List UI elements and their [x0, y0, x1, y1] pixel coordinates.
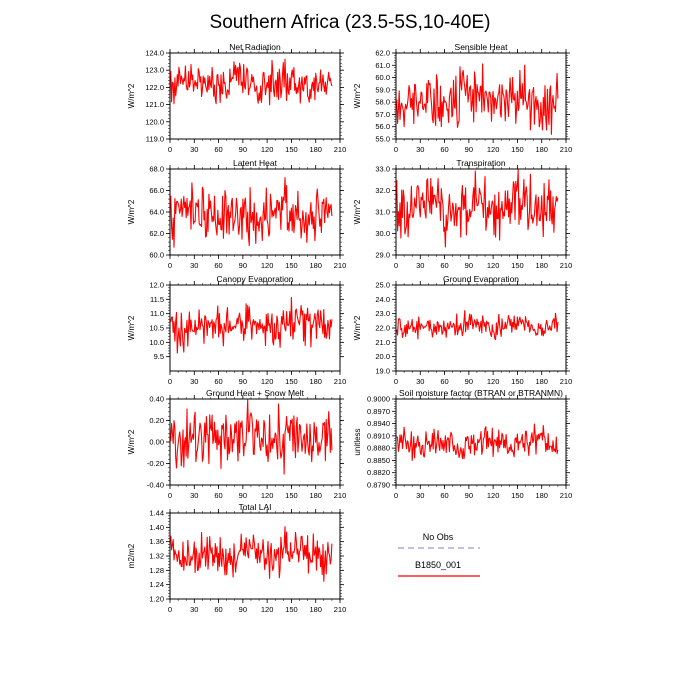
- x-tick-label: 30: [190, 377, 199, 386]
- y-tick-label: 64.0: [149, 207, 164, 217]
- legend-label: B1850_001: [414, 560, 462, 570]
- y-axis-label: W/m^2: [353, 315, 362, 341]
- x-tick-label: 90: [238, 491, 248, 500]
- y-tick-label: 121.0: [145, 100, 164, 110]
- y-tick-label: 33.0: [375, 164, 390, 174]
- series-line-B1850_001: [171, 527, 332, 582]
- y-tick-label: 56.0: [375, 122, 390, 132]
- x-tick-label: 30: [416, 377, 425, 386]
- y-axis-label: W/m^2: [353, 83, 362, 109]
- x-tick-label: 60: [214, 145, 223, 154]
- x-tick-label: 30: [416, 261, 425, 270]
- y-tick-label: 20.0: [375, 352, 390, 362]
- x-tick-label: 60: [440, 261, 449, 270]
- y-tick-label: 1.36: [149, 537, 164, 547]
- y-tick-label: 19.0: [375, 366, 390, 376]
- panel-6: [127, 388, 346, 500]
- legend-label: No Obs: [422, 532, 454, 542]
- x-tick-label: 90: [238, 261, 248, 270]
- panel-4: [127, 274, 346, 386]
- x-tick-label: 210: [333, 377, 347, 386]
- y-tick-label: 10.0: [149, 337, 164, 347]
- x-tick-label: 120: [486, 145, 500, 154]
- y-tick-label: -0.20: [146, 459, 164, 468]
- y-tick-label: 58.0: [375, 97, 390, 107]
- y-tick-label: 21.0: [375, 337, 390, 347]
- y-tick-label: 25.0: [375, 280, 390, 290]
- x-tick-label: 180: [309, 377, 322, 386]
- y-axis-label: W/m^2: [127, 83, 136, 109]
- x-tick-label: 150: [285, 261, 298, 270]
- y-tick-label: 0.8970: [367, 406, 390, 416]
- x-tick-label: 60: [440, 377, 449, 386]
- x-tick-label: 60: [214, 491, 223, 500]
- panel-title: Ground Heat + Snow Melt: [205, 388, 305, 398]
- y-tick-label: 66.0: [149, 186, 164, 195]
- x-tick-label: 90: [464, 145, 474, 154]
- series-line-B1850_001: [397, 170, 558, 247]
- y-tick-label: 31.0: [375, 207, 390, 217]
- y-tick-label: 30.0: [375, 229, 390, 238]
- legend: [398, 532, 480, 576]
- y-tick-label: 11.5: [149, 294, 164, 304]
- panels-container: [127, 42, 572, 614]
- y-tick-label: -0.40: [146, 480, 164, 490]
- x-tick-label: 120: [486, 377, 500, 386]
- x-tick-label: 120: [260, 605, 274, 614]
- y-axis-label: unitless: [353, 428, 362, 456]
- x-tick-label: 210: [333, 491, 347, 500]
- y-tick-label: 1.44: [149, 508, 164, 518]
- panel-8: [127, 502, 346, 614]
- x-tick-label: 150: [511, 377, 524, 386]
- x-tick-label: 150: [511, 145, 524, 154]
- y-tick-label: 123.0: [145, 65, 164, 75]
- y-axis-label: W/m^2: [127, 315, 136, 341]
- panel-title: Total LAI: [238, 502, 272, 512]
- x-tick-label: 30: [190, 145, 199, 154]
- x-tick-label: 60: [214, 261, 223, 270]
- x-tick-label: 180: [535, 145, 548, 154]
- x-tick-label: 180: [535, 261, 548, 270]
- x-tick-label: 30: [190, 261, 199, 270]
- series-line-B1850_001: [171, 298, 332, 354]
- x-tick-label: 0: [393, 491, 399, 500]
- series-line-B1850_001: [171, 59, 332, 105]
- panel-0: [127, 42, 346, 154]
- x-tick-label: 150: [511, 491, 524, 500]
- x-tick-label: 120: [260, 491, 274, 500]
- y-tick-label: 0.00: [149, 437, 164, 447]
- x-tick-label: 120: [260, 261, 274, 270]
- x-tick-label: 90: [464, 491, 474, 500]
- y-axis-label: W/m^2: [353, 199, 362, 225]
- panel-2: [127, 158, 346, 270]
- x-tick-label: 150: [285, 605, 298, 614]
- figure-title: Southern Africa (23.5-5S,10-40E): [209, 12, 491, 33]
- panel-5: [353, 274, 572, 386]
- x-tick-label: 30: [190, 605, 199, 614]
- x-tick-label: 0: [167, 605, 173, 614]
- y-tick-label: 10.5: [149, 323, 164, 333]
- y-tick-label: 62.0: [375, 48, 390, 58]
- y-tick-label: 1.40: [149, 522, 164, 532]
- x-tick-label: 90: [464, 377, 474, 386]
- x-tick-label: 150: [285, 145, 298, 154]
- x-tick-label: 0: [167, 261, 173, 270]
- panel-title: Soil moisture factor (BTRAN or BTRANMN): [399, 388, 563, 398]
- y-tick-label: 24.0: [375, 294, 390, 304]
- y-axis-label: W/m^2: [127, 199, 136, 225]
- x-tick-label: 180: [309, 145, 322, 154]
- x-tick-label: 30: [416, 145, 425, 154]
- x-tick-label: 0: [393, 377, 399, 386]
- x-tick-label: 210: [333, 605, 347, 614]
- y-tick-label: 0.9000: [367, 394, 390, 404]
- panel-title: Latent Heat: [233, 158, 277, 168]
- y-tick-label: 0.40: [149, 394, 164, 404]
- x-tick-label: 210: [559, 145, 573, 154]
- y-tick-label: 23.0: [375, 309, 390, 319]
- y-tick-label: 32.0: [375, 186, 390, 195]
- y-axis-label: W/m^2: [127, 429, 136, 455]
- panel-title: Sensible Heat: [454, 42, 508, 52]
- y-tick-label: 59.0: [375, 85, 390, 95]
- x-tick-label: 120: [486, 491, 500, 500]
- x-tick-label: 0: [167, 377, 173, 386]
- y-axis-label: m2/m2: [127, 543, 136, 569]
- x-tick-label: 120: [486, 261, 500, 270]
- panel-title: Ground Evaporation: [442, 274, 520, 284]
- x-tick-label: 0: [393, 261, 399, 270]
- y-tick-label: 120.0: [145, 117, 164, 127]
- series-line-B1850_001: [397, 311, 558, 340]
- x-tick-label: 210: [559, 377, 573, 386]
- x-tick-label: 180: [309, 605, 322, 614]
- panel-3: [353, 158, 572, 270]
- y-tick-label: 1.20: [149, 594, 164, 604]
- panel-1: [353, 42, 572, 154]
- y-tick-label: 60.0: [149, 250, 164, 260]
- y-tick-label: 119.0: [145, 134, 164, 144]
- y-tick-label: 12.0: [149, 280, 164, 290]
- x-tick-label: 90: [238, 377, 248, 386]
- x-tick-label: 120: [260, 145, 274, 154]
- series-line-B1850_001: [397, 64, 558, 134]
- y-tick-label: 68.0: [149, 164, 164, 174]
- x-tick-label: 150: [285, 377, 298, 386]
- y-tick-label: 0.8850: [367, 455, 390, 465]
- panel-title: Net Radiation: [229, 42, 281, 52]
- y-tick-label: 0.8880: [367, 443, 390, 453]
- x-tick-label: 150: [285, 491, 298, 500]
- y-tick-label: 0.8940: [367, 419, 390, 429]
- series-line-B1850_001: [397, 424, 558, 460]
- x-tick-label: 0: [167, 491, 173, 500]
- series-line-B1850_001: [171, 400, 332, 474]
- y-tick-label: 62.0: [149, 229, 164, 238]
- y-tick-label: 55.0: [375, 134, 390, 144]
- x-tick-label: 180: [309, 261, 322, 270]
- x-tick-label: 60: [440, 491, 449, 500]
- y-tick-label: 1.32: [149, 551, 164, 561]
- x-tick-label: 210: [333, 145, 347, 154]
- x-tick-label: 210: [333, 261, 347, 270]
- x-tick-label: 30: [190, 491, 199, 500]
- y-tick-label: 122.0: [145, 82, 164, 92]
- y-tick-label: 0.8910: [367, 431, 390, 441]
- x-tick-label: 60: [214, 605, 223, 614]
- y-tick-label: 9.5: [153, 352, 164, 362]
- x-tick-label: 60: [440, 145, 449, 154]
- y-tick-label: 22.0: [375, 323, 390, 333]
- x-tick-label: 210: [559, 261, 573, 270]
- x-tick-label: 150: [511, 261, 524, 270]
- x-tick-label: 120: [260, 377, 274, 386]
- y-tick-label: 57.0: [375, 109, 390, 119]
- y-tick-label: 61.0: [375, 60, 390, 70]
- x-tick-label: 0: [167, 145, 173, 154]
- x-tick-label: 90: [464, 261, 474, 270]
- y-tick-label: 0.8790: [367, 480, 390, 490]
- panel-title: Transpiration: [456, 158, 506, 168]
- x-tick-label: 30: [416, 491, 425, 500]
- y-tick-label: 0.20: [149, 416, 164, 425]
- series-line-B1850_001: [171, 178, 332, 248]
- x-tick-label: 180: [309, 491, 322, 500]
- x-tick-label: 60: [214, 377, 223, 386]
- y-tick-label: 1.28: [149, 565, 164, 575]
- x-tick-label: 90: [238, 145, 248, 154]
- y-tick-label: 0.8820: [367, 468, 390, 478]
- panel-title: Canopy Evaporation: [216, 274, 294, 284]
- x-tick-label: 180: [535, 377, 548, 386]
- x-tick-label: 210: [559, 491, 573, 500]
- x-tick-label: 0: [393, 145, 399, 154]
- x-tick-label: 90: [238, 605, 248, 614]
- y-tick-label: 1.24: [149, 580, 164, 590]
- y-tick-label: 29.0: [375, 250, 390, 260]
- y-tick-label: 60.0: [375, 73, 390, 83]
- panel-7: [353, 388, 572, 500]
- x-tick-label: 180: [535, 491, 548, 500]
- y-tick-label: 11.0: [149, 309, 164, 319]
- y-tick-label: 124.0: [145, 48, 164, 58]
